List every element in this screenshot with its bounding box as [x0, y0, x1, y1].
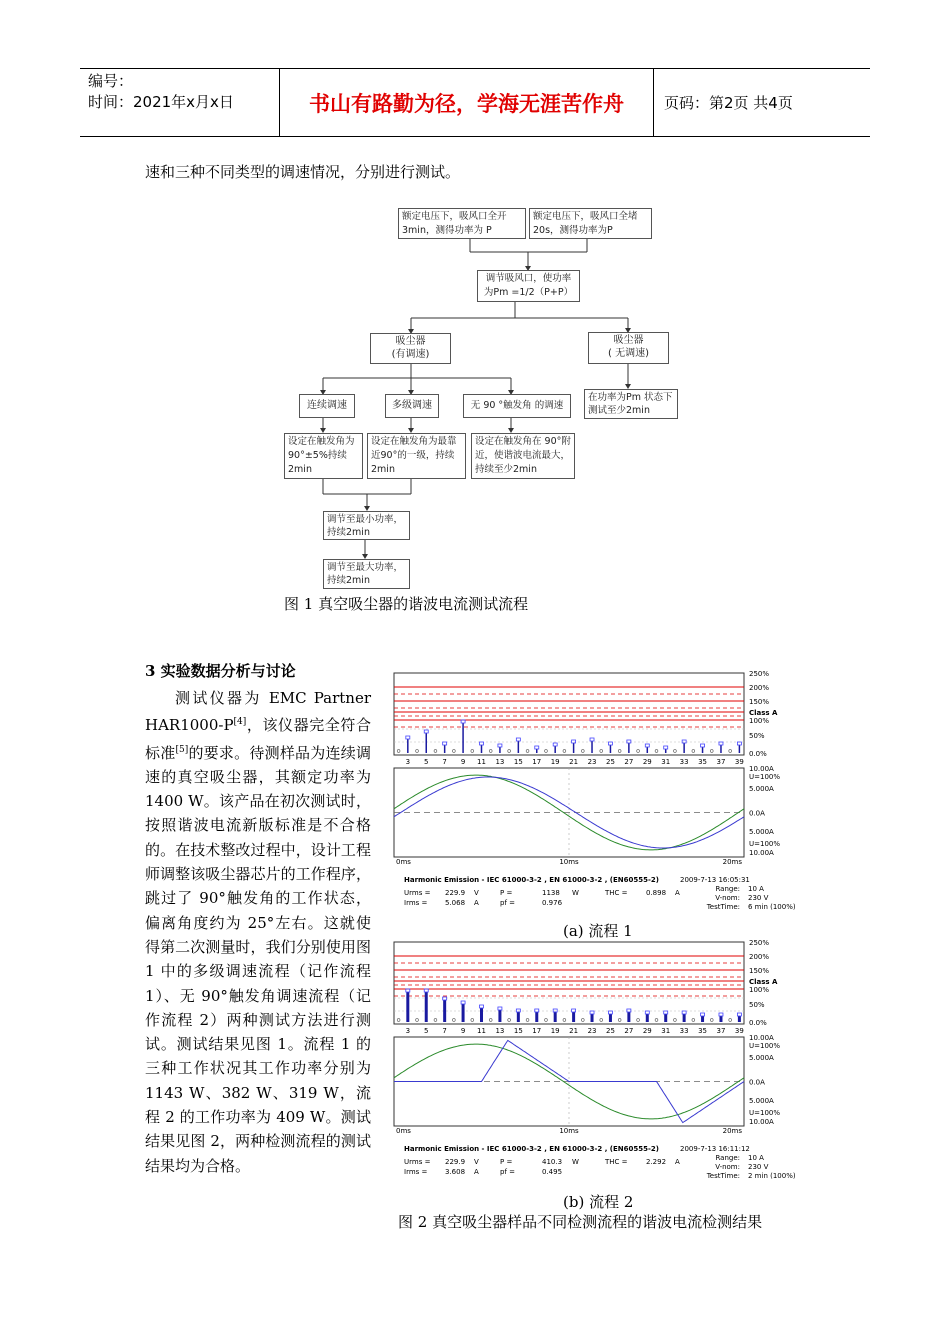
p-label: P = — [500, 1158, 513, 1166]
waveform-scale-label: 0.0A — [749, 809, 765, 818]
urms-unit: V — [474, 1158, 479, 1166]
harmonic-bar — [627, 1012, 630, 1022]
limit-marker — [627, 1009, 631, 1012]
flow-box-adjust-line2: 为Pm =1/2（P+P） — [483, 287, 574, 298]
limit-marker — [553, 743, 557, 746]
urms-value: 229.9 — [445, 1158, 466, 1166]
urms-label: Urms = — [404, 889, 431, 897]
range-value: 10 A — [748, 1154, 764, 1162]
limit-marker — [461, 1001, 465, 1004]
harmonic-number-label: 9 — [460, 1027, 466, 1035]
vnom-label: V-nom: — [715, 894, 740, 902]
even-harmonic-dot — [674, 1019, 677, 1022]
flow-box-adjust-inlet — [477, 270, 580, 302]
limit-marker — [682, 1011, 686, 1014]
harmonic-number-label: 15 — [513, 758, 523, 766]
testtime-label: TestTime: — [706, 1172, 740, 1180]
testtime-label: TestTime: — [706, 903, 740, 911]
waveform-scale-label: U=100% — [749, 773, 781, 781]
even-harmonic-dot — [434, 1019, 437, 1022]
harmonic-panel-frame — [394, 942, 744, 1024]
harmonic-number-label: 39 — [734, 758, 744, 766]
even-harmonic-dot — [710, 1019, 713, 1022]
time-label: 时间：2021年x月x日 — [88, 93, 234, 111]
flowchart-connectors — [0, 0, 950, 620]
harmonic-number-label: 25 — [605, 758, 615, 766]
flow-box-min-power: 调节至最小功率，持续2min — [323, 511, 410, 540]
testtime-value: 2 min (100%) — [748, 1172, 796, 1180]
percent-label: 200% — [749, 953, 770, 961]
limit-marker — [701, 1013, 705, 1016]
limit-marker — [737, 1013, 741, 1016]
time-label-end: 20ms — [722, 858, 742, 866]
harmonic-bar — [443, 1000, 446, 1022]
irms-value: 5.068 — [445, 899, 466, 907]
body-part-2: ，该仪器完全符合标准 — [145, 716, 371, 762]
header-page-info: 页码：第2页 共4页 — [664, 94, 793, 112]
even-harmonic-dot — [416, 1019, 419, 1022]
even-harmonic-dot — [637, 750, 640, 753]
harmonic-number-label: 31 — [661, 1027, 671, 1035]
harmonic-plot-1 — [390, 667, 800, 917]
limit-marker — [645, 1011, 649, 1014]
even-harmonic-dot — [581, 750, 584, 753]
flow-box-adjust-line1: 调节吸风口，使功率 — [485, 273, 572, 284]
pf-label: pf = — [500, 1168, 515, 1176]
flow-box-set-max-harmonic: 设定在触发角在 90°附近，使谐波电流最大，持续至少2min — [471, 433, 575, 479]
waveform-scale-label: 10.00A — [749, 1034, 774, 1042]
flow-box-set-90: 设定在触发角为90°±5%持续2min — [284, 433, 363, 479]
harmonic-bar — [554, 1012, 557, 1022]
harmonic-number-label: 35 — [698, 758, 708, 766]
even-harmonic-dot — [618, 750, 621, 753]
harmonic-number-label: 25 — [605, 1027, 615, 1035]
flow-box-multilevel: 多级调速 — [385, 394, 439, 418]
intro-line: 速和三种不同类型的调速情况，分别进行测试。 — [145, 163, 461, 181]
irms-label: Irms = — [404, 1168, 428, 1176]
percent-label: 0.0% — [749, 750, 767, 758]
even-harmonic-dot — [452, 1019, 455, 1022]
body-part-1: 测试仪器为 EMC Partner HAR1000-P — [145, 689, 371, 735]
figure-1-caption: 图 1 真空吸尘器的谐波电流测试流程 — [284, 595, 529, 613]
harmonic-number-label: 37 — [716, 758, 726, 766]
harmonic-number-label: 7 — [442, 758, 447, 766]
even-harmonic-dot — [637, 1019, 640, 1022]
flow-box-max-power: 调节至最大功率，持续2min — [323, 559, 410, 589]
harmonic-number-label: 11 — [477, 1027, 486, 1035]
even-harmonic-dot — [563, 1019, 566, 1022]
time-label-start: 0ms — [396, 1127, 411, 1135]
harmonic-number-label: 5 — [424, 1027, 429, 1035]
limit-marker — [664, 1011, 668, 1014]
pf-value: 0.495 — [542, 1168, 563, 1176]
limit-marker — [608, 742, 612, 745]
even-harmonic-dot — [710, 750, 713, 753]
flow-box-without-line1: 吸尘器 — [613, 335, 644, 346]
even-harmonic-dot — [655, 750, 658, 753]
plot-timestamp: 2009-7-13 16:05:31 — [680, 876, 750, 884]
limit-marker — [535, 1009, 539, 1012]
waveform-scale-label: U=100% — [749, 1109, 781, 1117]
flow-box-without-speed-control — [588, 332, 669, 364]
limit-marker — [572, 1009, 576, 1012]
harmonic-bar — [535, 1012, 538, 1022]
harmonic-bar — [738, 1016, 741, 1022]
thc-unit: A — [675, 889, 680, 897]
even-harmonic-dot — [508, 1019, 511, 1022]
thc-unit: A — [675, 1158, 680, 1166]
limit-marker — [590, 738, 594, 741]
harmonic-number-label: 19 — [550, 1027, 560, 1035]
plot-timestamp: 2009-7-13 16:11:12 — [680, 1145, 750, 1153]
harmonic-number-label: 19 — [550, 758, 560, 766]
harmonic-bar — [591, 1014, 594, 1022]
urms-unit: V — [474, 889, 479, 897]
harmonic-number-label: 17 — [532, 758, 542, 766]
even-harmonic-dot — [489, 750, 492, 753]
even-harmonic-dot — [416, 750, 419, 753]
harmonic-number-label: 37 — [716, 1027, 726, 1035]
even-harmonic-dot — [563, 750, 566, 753]
body-part-3: 的要求。待测样品为连续调速的真空吸尘器，其额定功率为 1400 W。该产品在初次测试时，按照谐波电流新版标准是不合格的。在技术整改过程中，设计工程师调整该吸尘器芯片的工作程序，跳过了 90°触发角的工作状态，偏离角度约为 25°左右。这就使得第二次测量时，我们分别使用图 1 中的多级调速流程（记作流程 1）、无 90°触发角调速流程（记作流程 2）两种测试方法进行测试。测试结果见图 1。流程 1 的三种工作状况其工作功率分别为 1143 W、382 W、319 W，流程 2 的工作功率为 409 W。测试结果见图 2，两种检测流程的测试结果均为合格。 — [145, 743, 371, 1175]
range-label: Range: — [715, 1154, 740, 1162]
harmonic-number-label: 3 — [405, 1027, 411, 1035]
harmonic-number-label: 21 — [569, 758, 579, 766]
urms-label: Urms = — [404, 1158, 431, 1166]
harmonic-bar — [406, 992, 409, 1022]
limit-marker — [645, 744, 649, 747]
figure-2-caption: 图 2 真空吸尘器样品不同检测流程的谐波电流检测结果 — [398, 1213, 763, 1231]
limit-marker — [627, 740, 631, 743]
limit-marker — [424, 730, 428, 733]
limit-marker — [682, 740, 686, 743]
waveform-scale-label: 5.000A — [749, 785, 774, 793]
harmonic-number-label: 17 — [532, 1027, 542, 1035]
irms-label: Irms = — [404, 899, 428, 907]
flow-box-without-line2: ( 无调速) — [608, 348, 649, 359]
limit-marker — [719, 1013, 723, 1016]
time-label-mid: 10ms — [559, 1127, 579, 1135]
harmonic-number-label: 27 — [624, 1027, 634, 1035]
flow-box-continuous: 连续调速 — [299, 394, 355, 418]
limit-marker — [590, 1011, 594, 1014]
flow-box-with-line1: 吸尘器 — [395, 336, 426, 347]
harmonic-number-label: 21 — [569, 1027, 579, 1035]
harmonic-bar — [480, 1008, 483, 1022]
percent-label: 250% — [749, 939, 770, 947]
harmonic-number-label: 23 — [587, 1027, 597, 1035]
even-harmonic-dot — [655, 1019, 658, 1022]
harmonic-number-label: 31 — [661, 758, 671, 766]
waveform-scale-label: 10.00A — [749, 849, 774, 857]
harmonic-bar — [683, 1014, 686, 1022]
harmonic-number-label: 13 — [495, 758, 505, 766]
even-harmonic-dot — [526, 1019, 529, 1022]
limit-marker — [406, 736, 410, 739]
waveform-scale-label: 5.000A — [749, 828, 774, 836]
p-value: 1138 — [542, 889, 560, 897]
harmonic-number-label: 35 — [698, 1027, 708, 1035]
percent-label: 200% — [749, 684, 770, 692]
harmonic-number-label: 11 — [477, 758, 486, 766]
p-label: P = — [500, 889, 513, 897]
flow-box-test-pm: 在功率为Pm 状态下测试至少2min — [584, 389, 678, 419]
vnom-label: V-nom: — [715, 1163, 740, 1171]
limit-marker — [572, 740, 576, 743]
waveform-scale-label: 10.00A — [749, 765, 774, 773]
thc-value: 0.898 — [646, 889, 667, 897]
harmonic-bar — [664, 1014, 667, 1022]
vnom-value: 230 V — [748, 1163, 769, 1171]
percent-label: 150% — [749, 698, 770, 706]
percent-label: 150% — [749, 967, 770, 975]
pf-label: pf = — [500, 899, 515, 907]
waveform-scale-label: 5.000A — [749, 1054, 774, 1062]
limit-marker — [516, 738, 520, 741]
harmonic-bar — [646, 1014, 649, 1022]
harmonic-number-label: 39 — [734, 1027, 744, 1035]
percent-label: 50% — [749, 1001, 765, 1009]
time-label-end: 20ms — [722, 1127, 742, 1135]
plot-2-caption: (b) 流程 2 — [563, 1193, 634, 1211]
irms-value: 3.608 — [445, 1168, 466, 1176]
harmonic-number-label: 5 — [424, 758, 429, 766]
harmonic-number-label: 9 — [460, 758, 466, 766]
percent-label: Class A — [749, 978, 778, 986]
p-value: 410.3 — [542, 1158, 563, 1166]
even-harmonic-dot — [471, 1019, 474, 1022]
harmonic-bar — [701, 1016, 704, 1022]
limit-marker — [498, 744, 502, 747]
harmonic-number-label: 3 — [405, 758, 411, 766]
limit-marker — [443, 742, 447, 745]
limit-marker — [498, 1007, 502, 1010]
pf-value: 0.976 — [542, 899, 563, 907]
limit-marker — [480, 1005, 484, 1008]
limit-marker — [553, 1009, 557, 1012]
harmonic-number-label: 33 — [679, 1027, 689, 1035]
even-harmonic-dot — [545, 750, 548, 753]
percent-label: 100% — [749, 986, 770, 994]
percent-label: 50% — [749, 732, 765, 740]
harmonic-bar — [609, 1014, 612, 1022]
irms-unit: A — [474, 1168, 479, 1176]
waveform-scale-label: 0.0A — [749, 1078, 765, 1087]
even-harmonic-dot — [545, 1019, 548, 1022]
waveform-scale-label: 5.000A — [749, 1097, 774, 1105]
p-unit: W — [572, 889, 579, 897]
even-harmonic-dot — [729, 750, 732, 753]
code-label: 编号： — [88, 72, 134, 90]
thc-label: THC = — [605, 889, 628, 897]
even-harmonic-dot — [526, 750, 529, 753]
testtime-value: 6 min (100%) — [748, 903, 796, 911]
harmonic-number-label: 29 — [642, 758, 652, 766]
harmonic-number-label: 27 — [624, 758, 634, 766]
harmonic-plot-2 — [390, 936, 800, 1190]
header-motto: 书山有路勤为径，学海无涯苦作舟 — [280, 69, 654, 136]
plot-1-caption: (a) 流程 1 — [563, 922, 633, 940]
vnom-value: 230 V — [748, 894, 769, 902]
urms-value: 229.9 — [445, 889, 466, 897]
limit-marker — [701, 744, 705, 747]
flow-box-no-90: 无 90 °触发角 的调速 — [463, 394, 571, 418]
percent-label: 250% — [749, 670, 770, 678]
irms-unit: A — [474, 899, 479, 907]
flow-box-with-speed-control — [370, 333, 451, 364]
limit-marker — [443, 997, 447, 1000]
waveform-scale-label: U=100% — [749, 1042, 781, 1050]
harmonic-bar — [719, 1016, 722, 1022]
even-harmonic-dot — [489, 1019, 492, 1022]
even-harmonic-dot — [434, 750, 437, 753]
limit-marker — [608, 1011, 612, 1014]
time-label-mid: 10ms — [559, 858, 579, 866]
time-label-start: 0ms — [396, 858, 411, 866]
range-label: Range: — [715, 885, 740, 893]
even-harmonic-dot — [581, 1019, 584, 1022]
even-harmonic-dot — [692, 1019, 695, 1022]
harmonic-bar — [425, 992, 428, 1022]
plot-title-line: Harmonic Emission - IEC 61000-3-2 , EN 61000-3-2 , (EN60555-2) — [404, 876, 659, 884]
section-body — [145, 686, 371, 1178]
even-harmonic-dot — [729, 1019, 732, 1022]
percent-label: 100% — [749, 717, 770, 725]
limit-marker — [535, 746, 539, 749]
harmonic-number-label: 7 — [442, 1027, 447, 1035]
flow-box-set-nearest: 设定在触发角为最靠近90°的一级，持续2min — [367, 433, 466, 479]
harmonic-number-label: 13 — [495, 1027, 505, 1035]
limit-marker — [664, 746, 668, 749]
even-harmonic-dot — [674, 750, 677, 753]
even-harmonic-dot — [397, 750, 400, 753]
harmonic-number-label: 23 — [587, 758, 597, 766]
even-harmonic-dot — [600, 750, 603, 753]
harmonic-bar — [572, 1012, 575, 1022]
waveform-scale-label: 10.00A — [749, 1118, 774, 1126]
plot-title-line: Harmonic Emission - IEC 61000-3-2 , EN 61000-3-2 , (EN60555-2) — [404, 1145, 659, 1153]
even-harmonic-dot — [600, 1019, 603, 1022]
thc-value: 2.292 — [646, 1158, 667, 1166]
flow-box-full-blocked: 额定电压下，吸风口全堵20s，测得功率为P — [529, 208, 652, 239]
percent-label: 0.0% — [749, 1019, 767, 1027]
citation-5: [5] — [175, 744, 189, 755]
waveform-scale-label: U=100% — [749, 840, 781, 848]
limit-marker — [516, 1009, 520, 1012]
limit-marker — [719, 742, 723, 745]
thc-label: THC = — [605, 1158, 628, 1166]
percent-label: Class A — [749, 709, 778, 717]
range-value: 10 A — [748, 885, 764, 893]
even-harmonic-dot — [471, 750, 474, 753]
even-harmonic-dot — [692, 750, 695, 753]
limit-marker — [737, 742, 741, 745]
p-unit: W — [572, 1158, 579, 1166]
harmonic-bar — [462, 1004, 465, 1022]
even-harmonic-dot — [618, 1019, 621, 1022]
harmonic-number-label: 15 — [513, 1027, 523, 1035]
harmonic-number-label: 33 — [679, 758, 689, 766]
harmonic-bar — [517, 1012, 520, 1022]
harmonic-bar — [498, 1010, 501, 1022]
limit-marker — [480, 742, 484, 745]
even-harmonic-dot — [452, 750, 455, 753]
even-harmonic-dot — [397, 1019, 400, 1022]
even-harmonic-dot — [508, 750, 511, 753]
flow-box-with-line2: (有调速) — [391, 349, 430, 360]
citation-4: [4] — [233, 717, 247, 728]
section-heading: 3 实验数据分析与讨论 — [145, 662, 296, 680]
harmonic-number-label: 29 — [642, 1027, 652, 1035]
flow-box-full-open: 额定电压下，吸风口全开3min，测得功率为 P — [398, 208, 526, 239]
